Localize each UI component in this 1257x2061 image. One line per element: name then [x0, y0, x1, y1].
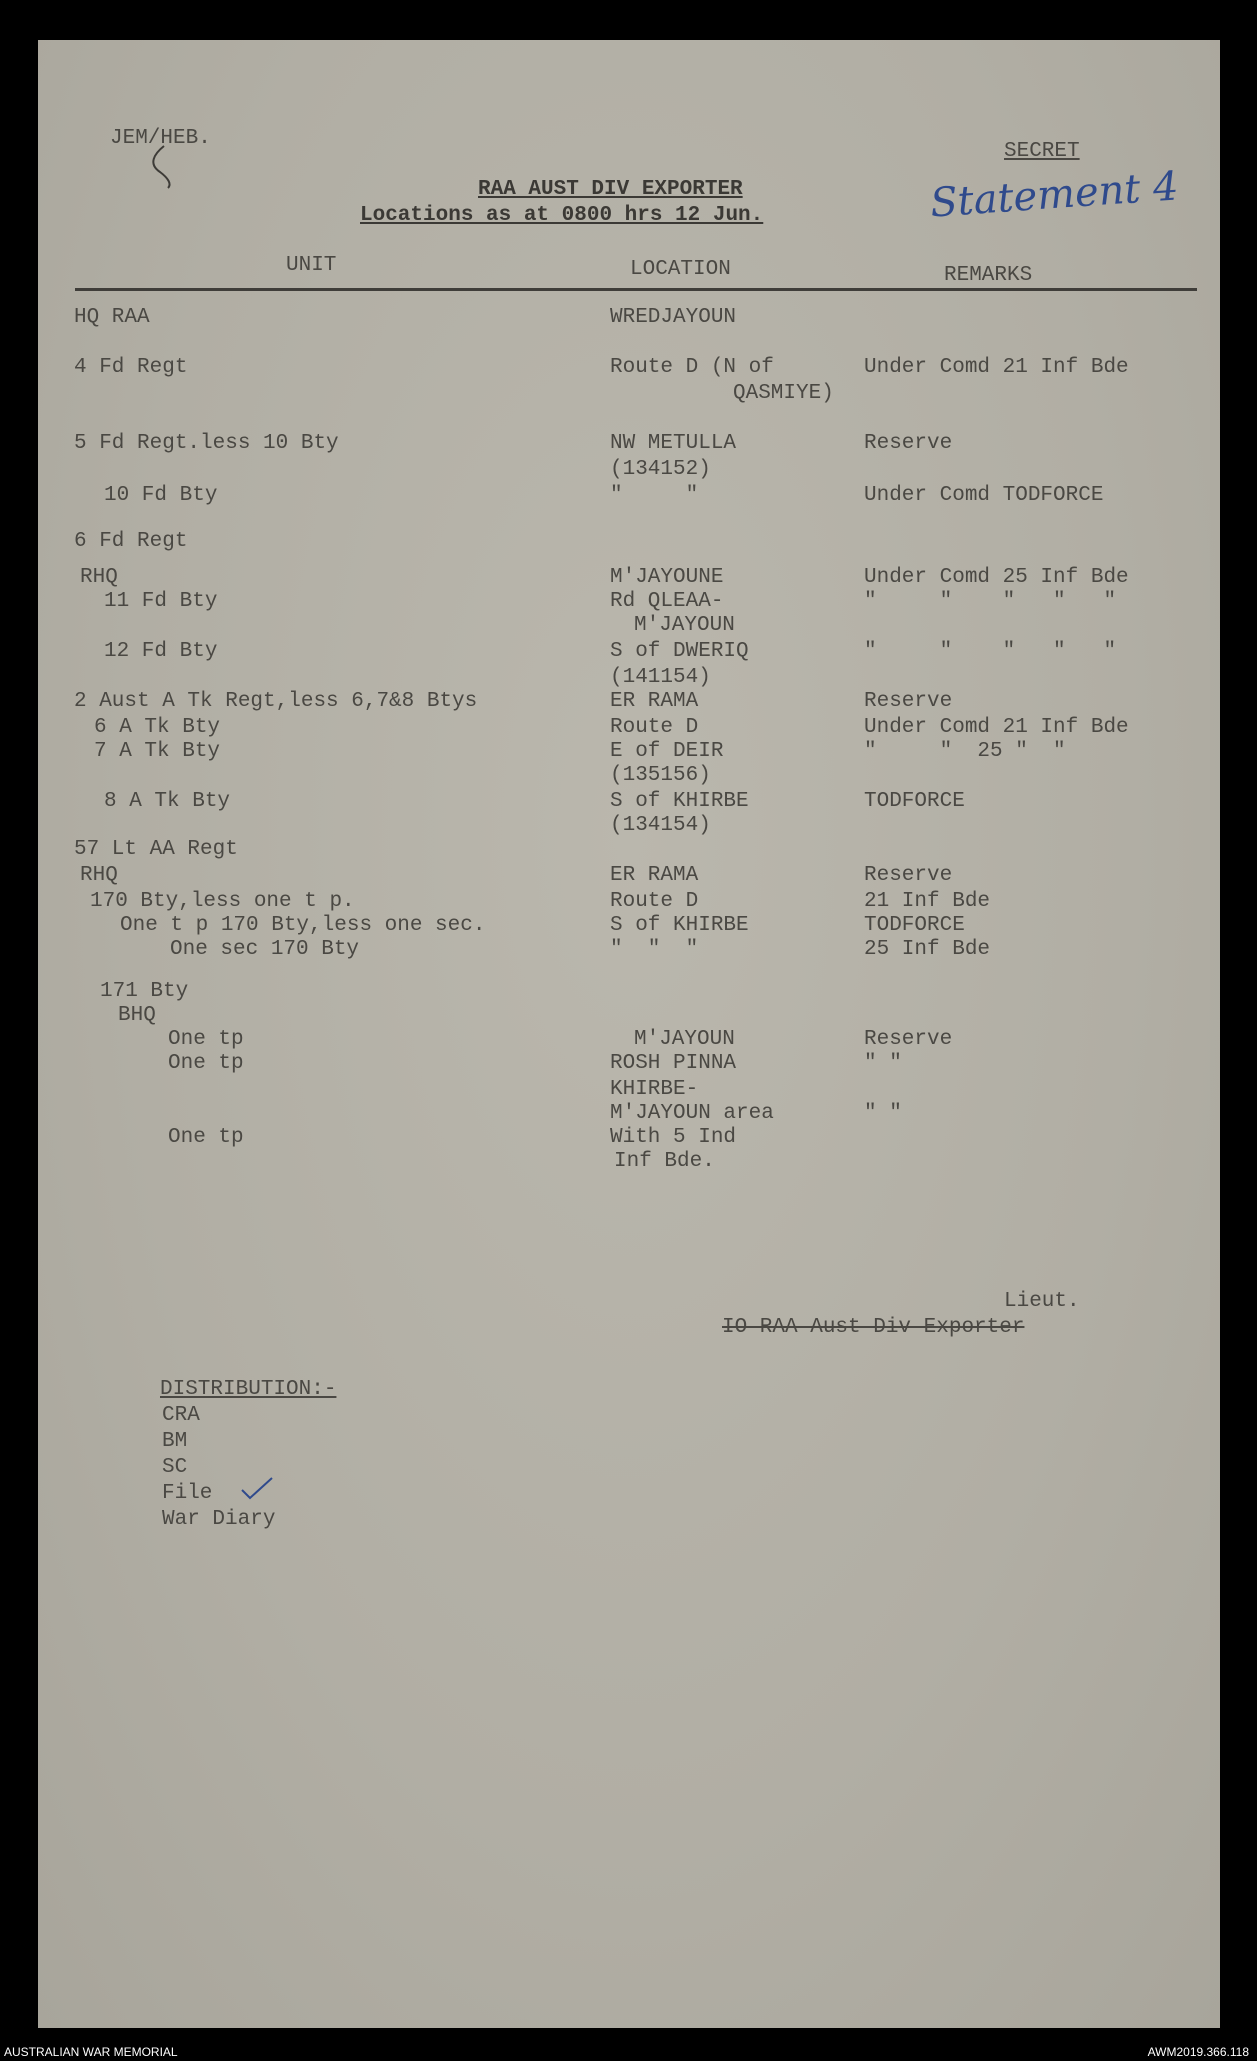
unit-cell: 5 Fd Regt.less 10 Bty [74, 432, 339, 455]
location-cell: M'JAYOUN [634, 1028, 735, 1051]
reference-number: JEM/HEB. [110, 127, 211, 150]
location-cell: S of KHIRBE [610, 914, 749, 937]
remarks-cell: " " [864, 1052, 902, 1075]
location-cell: Route D [610, 890, 699, 913]
unit-cell: 6 Fd Regt [74, 530, 188, 553]
remarks-cell: Reserve [864, 1028, 953, 1051]
unit-cell: BHQ [118, 1004, 156, 1027]
unit-cell: RHQ [80, 566, 118, 589]
unit-cell: 170 Bty,less one t p. [90, 890, 355, 913]
distribution-item-file: File [162, 1482, 213, 1505]
unit-cell: 11 Fd Bty [104, 590, 218, 613]
document-title: RAA AUST DIV EXPORTER [478, 178, 743, 201]
column-header-unit: UNIT [286, 254, 337, 277]
location-cell: (141154) [610, 666, 711, 689]
document-subtitle: Locations as at 0800 hrs 12 Jun. [360, 204, 764, 227]
remarks-cell: " " " " " [864, 640, 1117, 663]
column-header-remarks: REMARKS [944, 264, 1033, 287]
location-cell: (134154) [610, 814, 711, 837]
location-cell: WREDJAYOUN [610, 306, 737, 329]
unit-cell: RHQ [80, 864, 118, 887]
remarks-cell: Under Comd 21 Inf Bde [864, 716, 1129, 739]
check-mark-icon [238, 1474, 278, 1504]
location-cell: Route D (N of [610, 356, 774, 379]
classification-label: SECRET [1004, 140, 1080, 163]
unit-cell: 8 A Tk Bty [104, 790, 231, 813]
signature-rank: Lieut. [1004, 1290, 1080, 1313]
remarks-cell: Reserve [864, 690, 953, 713]
header-rule [75, 288, 1197, 291]
remarks-cell: TODFORCE [864, 914, 965, 937]
location-cell: ER RAMA [610, 690, 699, 713]
remarks-cell: Under Comd TODFORCE [864, 484, 1104, 507]
unit-cell: 2 Aust A Tk Regt,less 6,7&8 Btys [74, 690, 478, 713]
location-cell: M'JAYOUNE [610, 566, 724, 589]
location-cell: (134152) [610, 458, 711, 481]
unit-cell: One t p 170 Bty,less one sec. [120, 914, 486, 937]
unit-cell: One tp [168, 1028, 244, 1051]
remarks-cell: " " [864, 1102, 902, 1125]
pencil-mark-icon [146, 142, 186, 192]
unit-cell: 171 Bty [100, 980, 189, 1003]
unit-cell: One sec 170 Bty [170, 938, 360, 961]
column-header-location: LOCATION [630, 258, 731, 281]
remarks-cell: Under Comd 25 Inf Bde [864, 566, 1129, 589]
location-cell: ER RAMA [610, 864, 699, 887]
location-cell: QASMIYE) [733, 382, 834, 405]
archive-reference: AWM2019.366.118 [1147, 2045, 1249, 2059]
unit-cell: 6 A Tk Bty [94, 716, 221, 739]
distribution-heading: DISTRIBUTION:- [160, 1378, 337, 1401]
location-cell: ROSH PINNA [610, 1052, 737, 1075]
struck-signature-line: IO RAA Aust Div Exporter [722, 1316, 1025, 1339]
location-cell: KHIRBE- [610, 1078, 699, 1101]
distribution-item-bm: BM [162, 1430, 188, 1453]
remarks-cell: 21 Inf Bde [864, 890, 991, 913]
distribution-item-sc: SC [162, 1456, 188, 1479]
unit-cell: 7 A Tk Bty [94, 740, 221, 763]
remarks-cell: Reserve [864, 432, 953, 455]
unit-cell: One tp [168, 1126, 244, 1149]
distribution-item-cra: CRA [162, 1404, 200, 1427]
location-cell: " " [610, 484, 699, 507]
archive-credit: AUSTRALIAN WAR MEMORIAL [4, 2045, 178, 2059]
remarks-cell: " " 25 " " [864, 740, 1066, 763]
location-cell: Inf Bde. [614, 1150, 715, 1173]
unit-cell: 12 Fd Bty [104, 640, 218, 663]
remarks-cell: " " " " " [864, 590, 1117, 613]
location-cell: M'JAYOUN area [610, 1102, 774, 1125]
remarks-cell: Under Comd 21 Inf Bde [864, 356, 1129, 379]
handwritten-annotation: Statement 4 [928, 163, 1180, 227]
unit-cell: 4 Fd Regt [74, 356, 188, 379]
remarks-cell: Reserve [864, 864, 953, 887]
location-cell: M'JAYOUN [634, 614, 735, 637]
location-cell: " " " [610, 938, 699, 961]
unit-cell: 57 Lt AA Regt [74, 838, 238, 861]
remarks-cell: TODFORCE [864, 790, 965, 813]
distribution-item-war-diary: War Diary [162, 1508, 276, 1531]
location-cell: NW METULLA [610, 432, 737, 455]
unit-cell: HQ RAA [74, 306, 150, 329]
location-cell: E of DEIR [610, 740, 724, 763]
remarks-cell: 25 Inf Bde [864, 938, 991, 961]
location-cell: Route D [610, 716, 699, 739]
location-cell: (135156) [610, 764, 711, 787]
unit-cell: 10 Fd Bty [104, 484, 218, 507]
unit-cell: One tp [168, 1052, 244, 1075]
location-cell: S of DWERIQ [610, 640, 749, 663]
location-cell: With 5 Ind [610, 1126, 737, 1149]
location-cell: Rd QLEAA- [610, 590, 724, 613]
location-cell: S of KHIRBE [610, 790, 749, 813]
